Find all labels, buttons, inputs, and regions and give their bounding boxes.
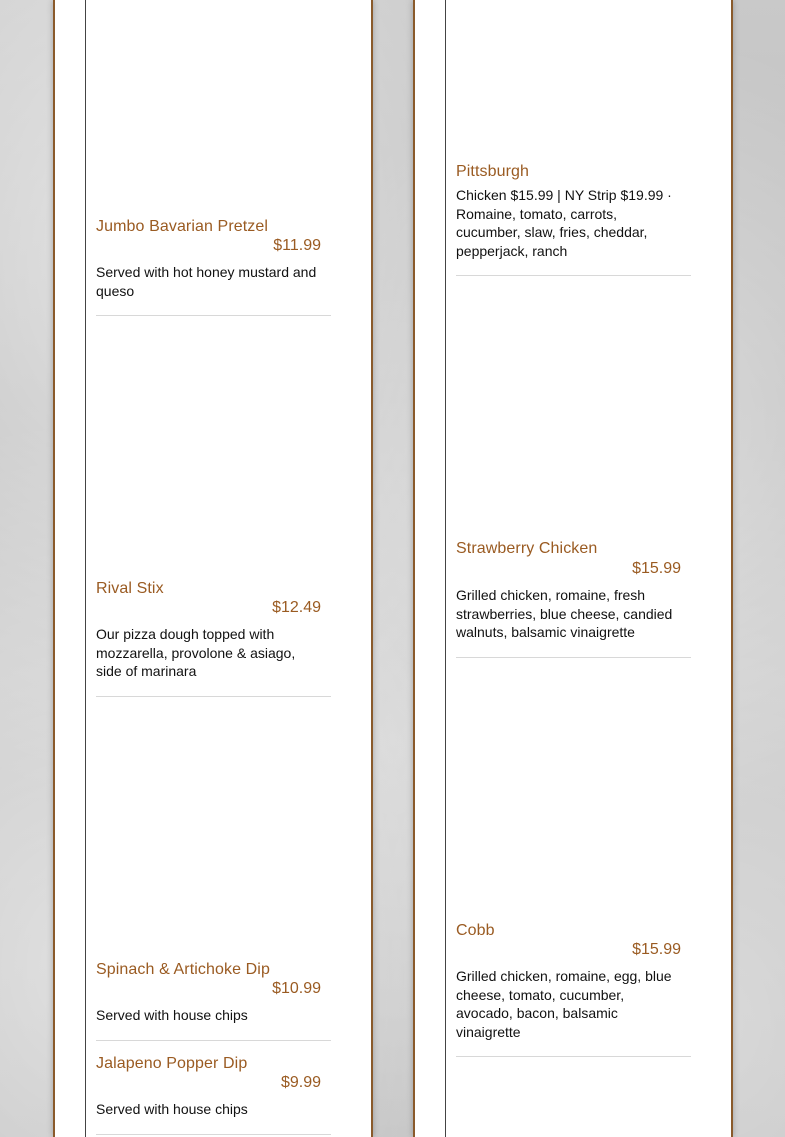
menu-column-right xyxy=(445,0,692,1137)
menu-item-divider xyxy=(96,1134,331,1135)
menu-item-name: Jalapeno Popper Dip xyxy=(96,1055,248,1072)
menu-item-divider xyxy=(96,315,331,316)
menu-item-divider xyxy=(456,1056,691,1057)
menu-item-price: $11.99 xyxy=(273,237,321,254)
menu-item-name: Spinach & Artichoke Dip xyxy=(96,961,270,978)
menu-item-description: Served with house chips xyxy=(96,1101,248,1117)
menu-item-description: Chicken $15.99 | NY Strip $19.99 · Romaine, tomato, carrots, cucumber, slaw, fries, cheddar, pepperjack, ranch xyxy=(456,187,672,260)
menu-item-divider xyxy=(456,657,691,658)
menu-item-description: Served with house chips xyxy=(96,1007,248,1023)
menu-item-divider xyxy=(456,275,691,276)
menu-item-description: Served with hot honey mustard and queso xyxy=(96,264,317,299)
menu-item-divider xyxy=(96,1040,331,1041)
menu-item-description: Our pizza dough topped with mozzarella, provolone & asiago, side of marinara xyxy=(96,626,296,680)
menu-item-name: Pittsburgh xyxy=(456,163,530,180)
menu-item-price: $15.99 xyxy=(632,560,681,577)
menu-item-description: Grilled chicken, romaine, egg, blue cheese, tomato, cucumber, avocado, bacon, balsamic vinaigrette xyxy=(456,968,672,1041)
menu-column-left xyxy=(85,0,332,1137)
menu-item-price: $12.49 xyxy=(272,599,321,616)
menu-item-price: $9.99 xyxy=(280,1074,321,1091)
menu-item-price: $10.99 xyxy=(272,980,321,997)
menu-item-name: Cobb xyxy=(456,922,495,939)
menu-item-description: Grilled chicken, romaine, fresh strawberries, blue cheese, candied walnuts, balsamic vinaigrette xyxy=(456,587,673,641)
menu-item-name: Rival Stix xyxy=(96,580,164,597)
menu-item-divider xyxy=(96,696,331,697)
menu-item-name: Strawberry Chicken xyxy=(456,540,598,557)
menu-item-name: Jumbo Bavarian Pretzel xyxy=(96,218,269,235)
menu-item-price: $15.99 xyxy=(632,941,681,958)
